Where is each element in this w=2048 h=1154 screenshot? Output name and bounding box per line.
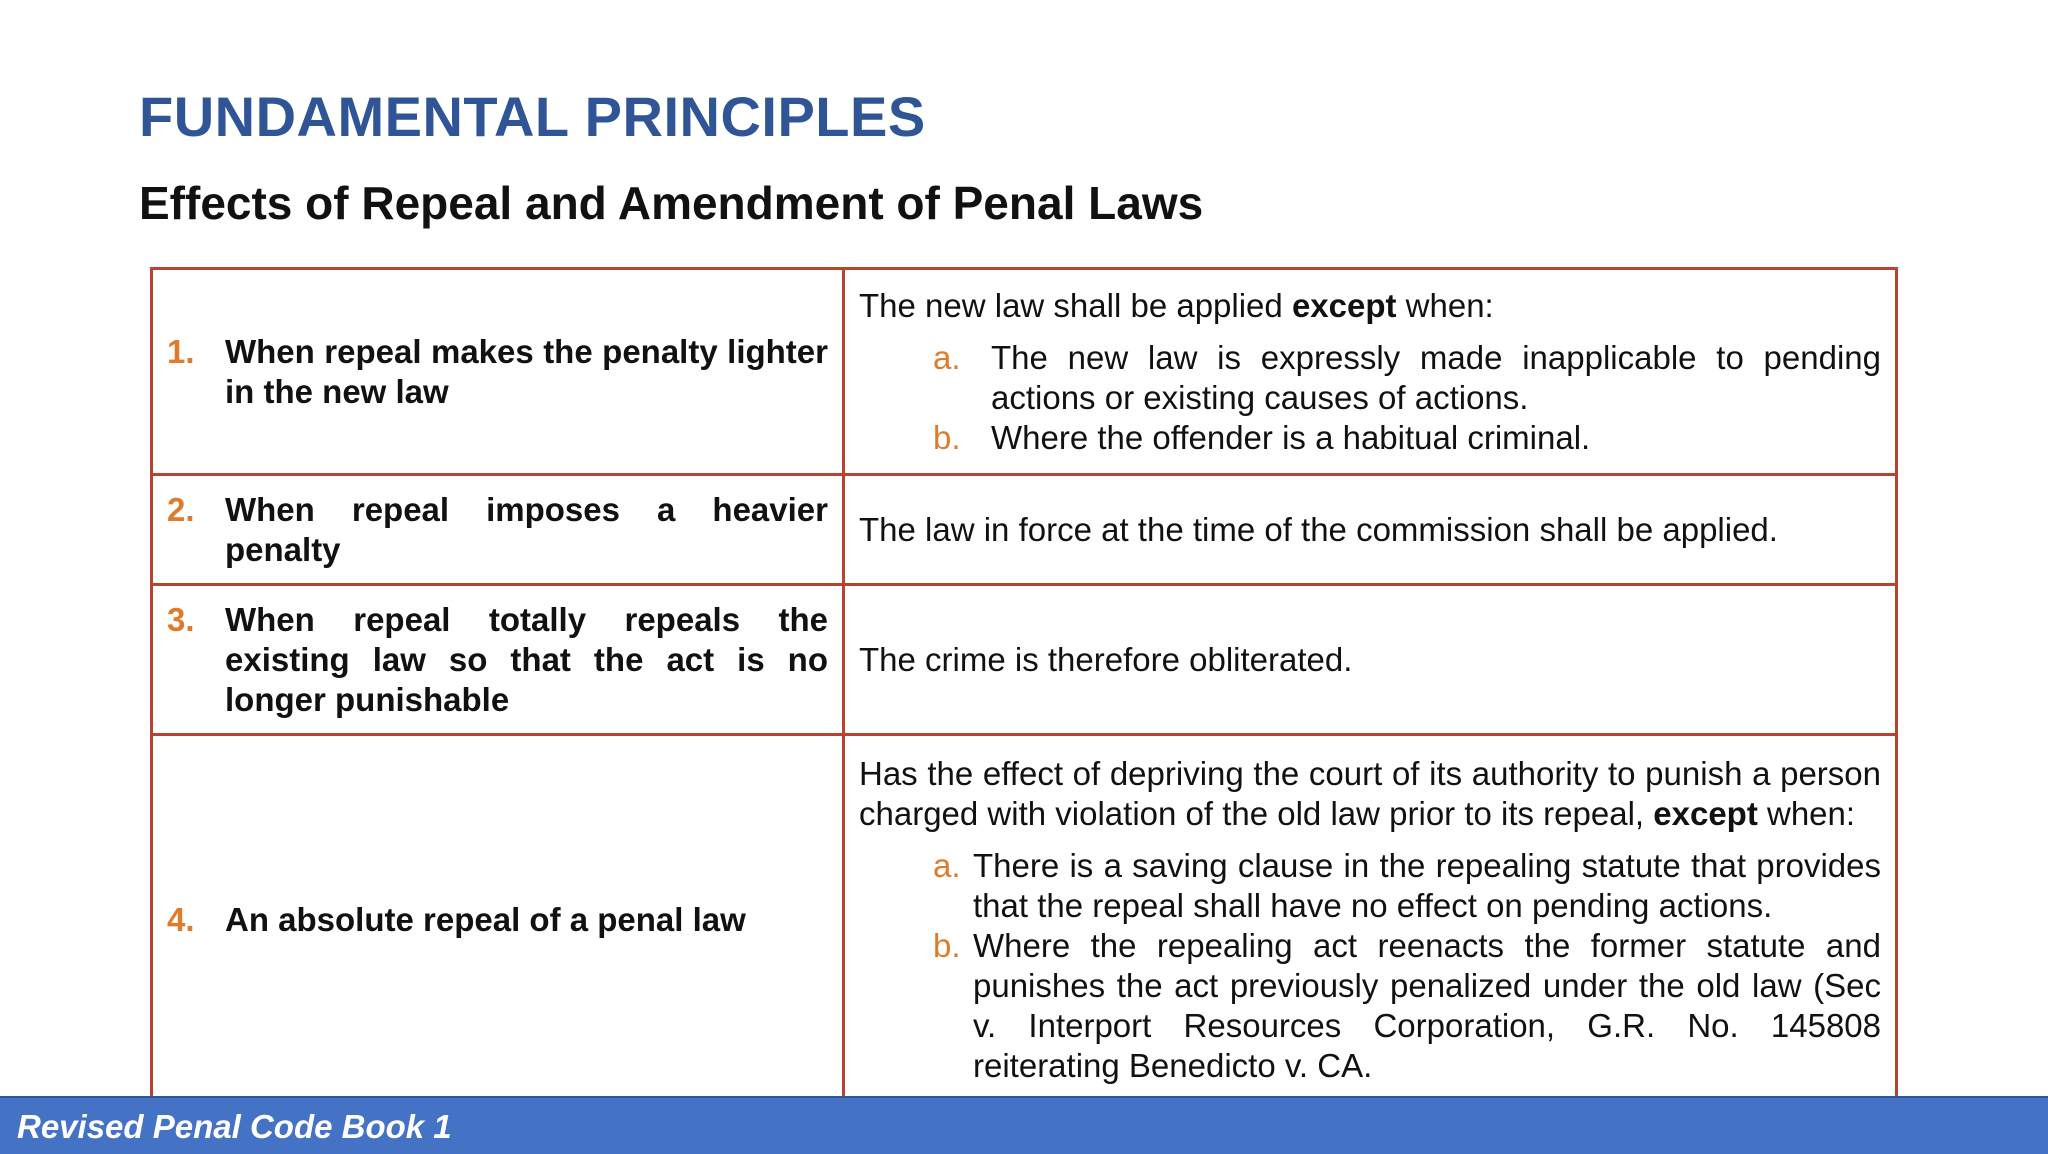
condition-cell [152, 475, 844, 585]
footer-bar [0, 1096, 2048, 1154]
list-item [933, 926, 1881, 1086]
list-item [933, 846, 1881, 926]
effect-text: The law in force at the time of the commission shall be applied. [859, 510, 1778, 548]
except-keyword: except [1653, 794, 1758, 832]
table-row [152, 585, 1897, 735]
effect-intro-text: The new law shall be applied [859, 286, 1292, 324]
effect-cell [844, 269, 1897, 475]
effect-intro-text: Has the effect of depriving the court of its authority to punish a person charged with violation of the old law prior to its repeal, [859, 754, 1881, 832]
slide-subtitle: Effects of Repeal and Amendment of Penal Laws [139, 177, 1204, 229]
condition-text: When repeal makes the penalty lighter in the new law [225, 332, 828, 410]
list-item [933, 418, 1881, 458]
except-keyword: except [1291, 286, 1397, 324]
table-row [152, 269, 1897, 475]
item-text: Where the repealing act reenacts the former statute and punishes the act previously penalized under the old law (Sec v. Interport Resources Corporation, G.R. No. 145808 reiterating Benedicto v. CA. [973, 926, 1881, 1084]
condition-cell [152, 269, 844, 475]
effect-cell [844, 475, 1897, 585]
effect-cell [844, 735, 1897, 1105]
effect-intro-tail: when: [1396, 286, 1494, 324]
item-letter: b. [933, 418, 961, 456]
condition-cell [152, 585, 844, 735]
row-number: 1. [167, 332, 195, 370]
item-text: Where the offender is a habitual criminal. [991, 418, 1591, 456]
effect-intro-tail: when: [1757, 794, 1856, 832]
item-letter: a. [933, 338, 961, 376]
item-letter: b. [933, 926, 961, 964]
condition-text: When repeal imposes a heavier penalty [225, 490, 828, 568]
exception-list [859, 338, 1881, 458]
list-item [933, 338, 1881, 418]
condition-text: When repeal totally repeals the existing law so that the act is no longer punishable [225, 600, 828, 718]
slide-title: FUNDAMENTAL PRINCIPLES [139, 85, 926, 148]
item-letter: a. [933, 846, 961, 884]
footer-text: Revised Penal Code Book 1 [17, 1108, 452, 1145]
row-number: 3. [167, 600, 195, 638]
table-row [152, 735, 1897, 1105]
row-number: 2. [167, 490, 195, 528]
effect-text: The crime is therefore obliterated. [859, 640, 1353, 678]
table-row [152, 475, 1897, 585]
effect-intro [859, 286, 1881, 326]
item-text: The new law is expressly made inapplicable to pending actions or existing causes of actions. [991, 338, 1881, 416]
principles-table [150, 267, 1898, 1106]
condition-cell [152, 735, 844, 1105]
item-text: There is a saving clause in the repealing statute that provides that the repeal shall have no effect on pending actions. [973, 846, 1881, 924]
exception-list [859, 846, 1881, 1086]
effect-intro [859, 754, 1881, 834]
row-number: 4. [167, 900, 195, 938]
effect-cell [844, 585, 1897, 735]
condition-text: An absolute repeal of a penal law [225, 900, 746, 938]
